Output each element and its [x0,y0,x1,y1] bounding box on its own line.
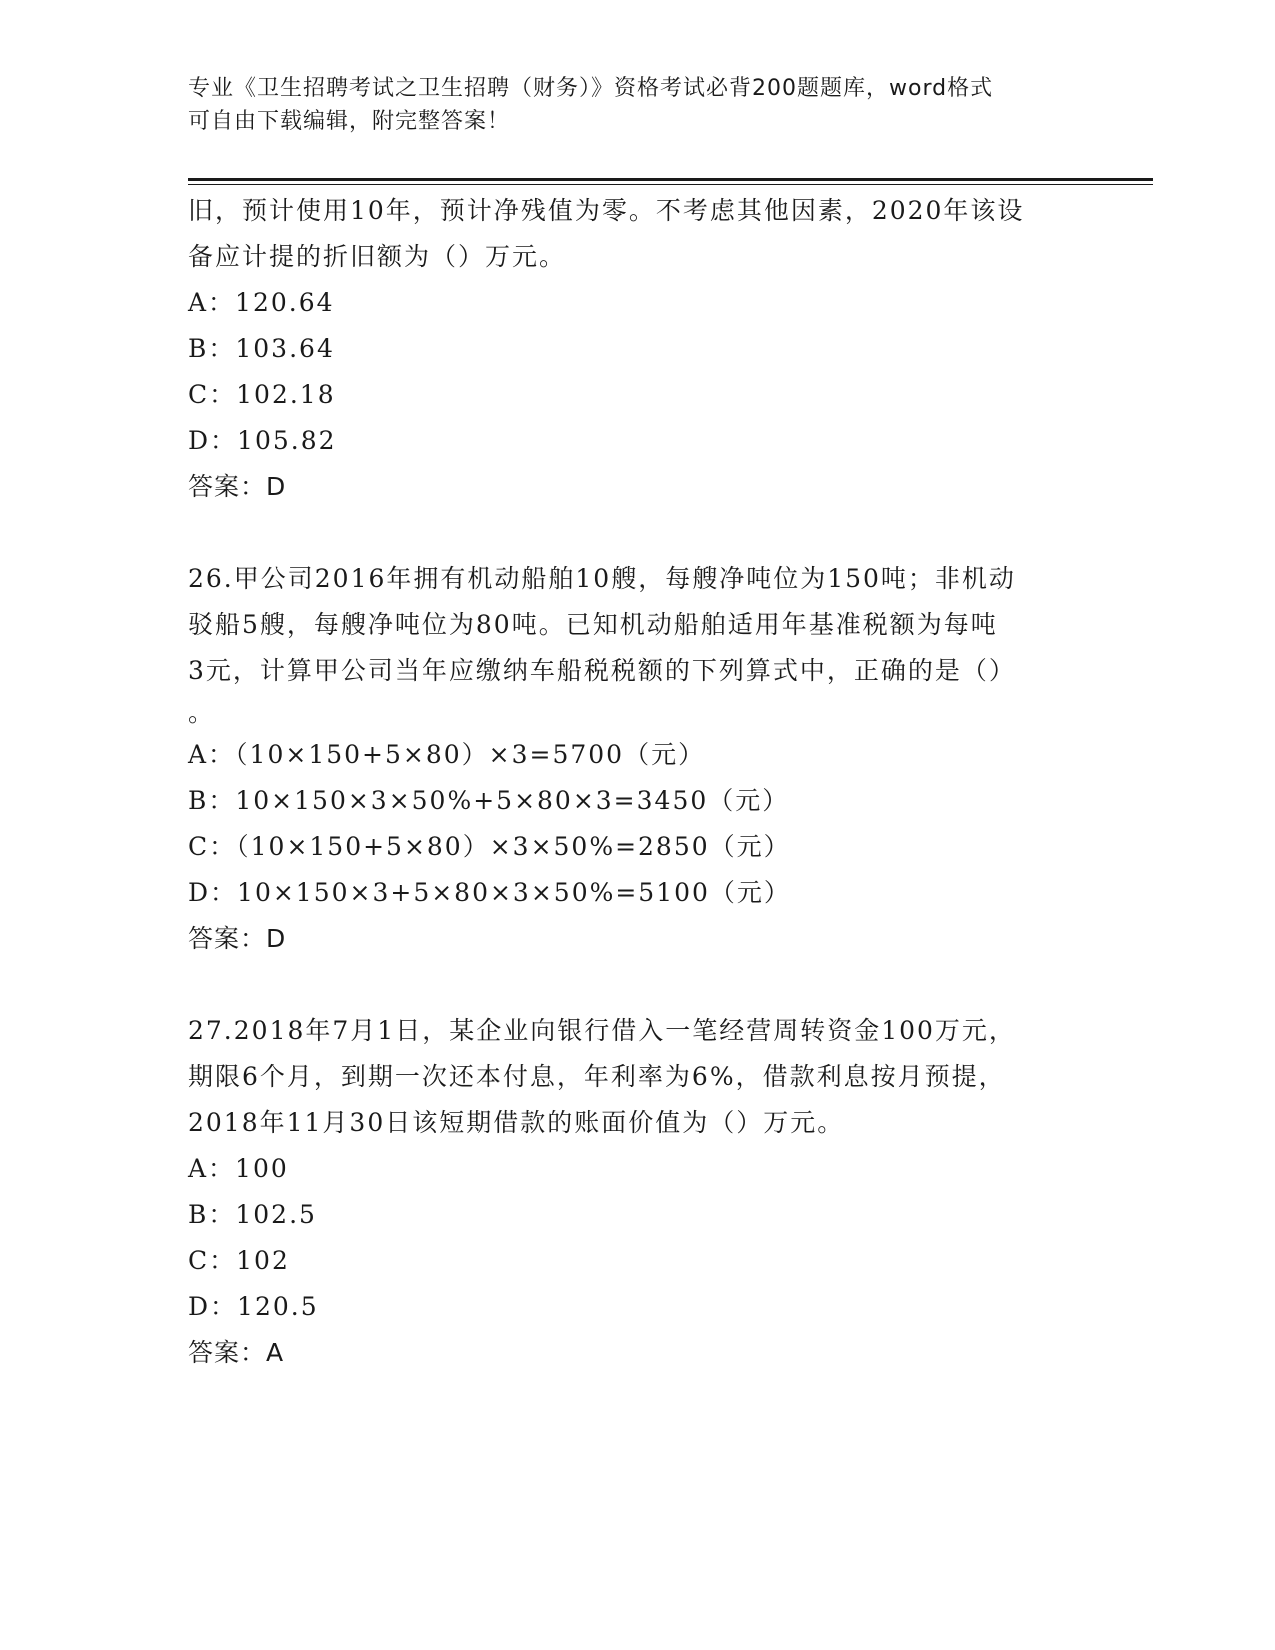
spacer [188,962,1088,1008]
answer-label: 答案：D [188,924,287,953]
question-text-line: 驳船5艘，每艘净吨位为80吨。已知机动船舶适用年基准税额为每吨 [188,610,998,639]
question-25 [188,188,1088,510]
question-text-line: 26.甲公司2016年拥有机动船舶10艘，每艘净吨位为150吨；非机动 [188,564,1016,593]
option-c: C：102 [188,1246,290,1275]
option-c: C：（10×150+5×80）×3×50%=2850（元） [188,832,791,861]
question-text-line: 。 [188,698,216,727]
header-rule-thin [188,184,1153,185]
header-rule-thick [188,178,1153,181]
question-26 [188,556,1088,962]
question-text-line: 27.2018年7月1日，某企业向银行借入一笔经营周转资金100万元， [188,1016,1016,1045]
question-27 [188,1008,1088,1376]
question-text-line: 期限6个月，到期一次还本付息，年利率为6%，借款利息按月预提， [188,1062,1006,1091]
option-b: B：103.64 [188,334,335,363]
answer-label: 答案：D [188,472,287,501]
option-c: C：102.18 [188,380,336,409]
spacer [188,510,1088,556]
question-text-line: 3元，计算甲公司当年应缴纳车船税税额的下列算式中，正确的是（） [188,656,1016,685]
document-header [188,72,1088,138]
question-text-line: 备应计提的折旧额为（）万元。 [188,242,567,271]
answer-label: 答案：A [188,1338,285,1367]
question-text-line: 2018年11月30日该短期借款的账面价值为（）万元。 [188,1108,845,1137]
option-a: A：100 [188,1154,289,1183]
option-d: D：10×150×3+5×80×3×50%=5100（元） [188,878,791,907]
option-d: D：105.82 [188,426,337,455]
question-list [188,188,1088,1376]
option-b: B：10×150×3×50%+5×80×3=3450（元） [188,786,790,815]
option-a: A：120.64 [188,288,335,317]
option-d: D：120.5 [188,1292,319,1321]
option-a: A：（10×150+5×80）×3=5700（元） [188,740,706,769]
header-line-2: 可自由下载编辑，附完整答案！ [188,109,511,134]
header-line-1: 专业《卫生招聘考试之卫生招聘（财务）》资格考试必背200题题库，word格式 [188,76,994,101]
question-text-line: 旧，预计使用10年，预计净残值为零。不考虑其他因素，2020年该设 [188,196,1025,225]
option-b: B：102.5 [188,1200,317,1229]
